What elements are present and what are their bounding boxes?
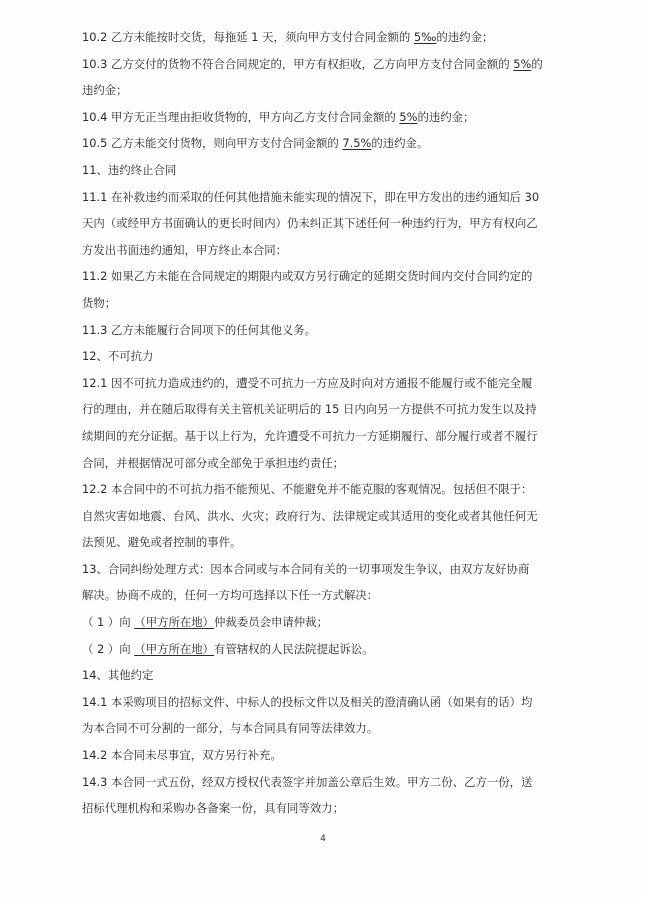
underlined-value: 5% (399, 109, 418, 124)
line-text: 11.2 如果乙方未能在合同规定的期限内或双方另行确定的延期交货时间内交付合同约定的 (82, 269, 533, 284)
text-line (82, 562, 602, 577)
text-line (82, 668, 602, 683)
text-line (82, 83, 602, 98)
line-text: 法预见、避免或者控制的事件。 (82, 535, 242, 550)
text-line (82, 482, 602, 497)
text-line (82, 136, 602, 151)
line-text: 11.3 乙方未能履行合同项下的任何其他义务。 (82, 322, 317, 337)
text-line (82, 30, 602, 45)
line-text: 11.1 在补救违约而采取的任何其他措施未能实现的情况下，即在甲方发出的违约通知后 30 (82, 189, 540, 204)
underlined-value: （甲方所在地） (134, 641, 215, 656)
text-line (82, 456, 602, 471)
text-line (82, 57, 602, 72)
text-line (82, 190, 602, 205)
line-text: 14.2 本合同未尽事宜，双方另行补充。 (82, 748, 282, 763)
text-line (82, 588, 602, 603)
line-text-tail: 的违约金； (436, 30, 494, 44)
text-line (82, 721, 602, 736)
text-line (82, 349, 602, 364)
text-line (82, 110, 602, 125)
line-text: 14.1 本采购项目的招标文件、中标人的投标文件以及相关的澄清确认函（如果有的话）均 (82, 694, 533, 709)
page-number: 4 (320, 834, 326, 844)
line-text: 招标代理机构和采购办各备案一份，具有同等效力； (82, 801, 344, 816)
line-text: 违约金； (82, 83, 128, 98)
text-line (82, 243, 602, 258)
line-text: 天内（或经甲方书面确认的更长时间内）仍未纠正其下述任何一种违约行为，甲方有权向乙 (82, 216, 538, 231)
text-line (82, 376, 602, 391)
line-text: 14、其他约定 (82, 668, 154, 683)
line-text: 行的理由，并在随后取得有关主管机关证明后的 15 日内向另一方提供不可抗力发生以及持 (82, 402, 537, 417)
line-text: 解决。协商不成的，任何一方均可选择以下任一方式解决： (82, 588, 379, 603)
underlined-value: 5‰ (413, 30, 437, 44)
line-text: 11、违约终止合同 (82, 162, 177, 177)
line-text: 10.4 甲方无正当理由拒收货物的，甲方向乙方支付合同金额的 (82, 109, 400, 124)
text-line (82, 775, 602, 790)
underlined-value: （甲方所在地） (134, 615, 215, 630)
line-text: 10.5 乙方未能交付货物，则向甲方支付合同金额的 (82, 136, 343, 151)
line-text-tail: 的违约金； (417, 109, 475, 124)
text-line (82, 695, 602, 710)
line-text: 14.3 本合同一式五份，经双方授权代表签字并加盖公章后生效。甲方二份、乙方一份，送 (82, 774, 533, 789)
underlined-value: 7.5% (342, 136, 372, 151)
text-line (82, 615, 602, 630)
line-text-tail: 的 (531, 56, 543, 71)
text-line (82, 535, 602, 550)
line-text-tail: 仲裁委员会申请仲裁； (214, 615, 328, 630)
line-text: （ 2 ）向 (82, 641, 135, 656)
line-text: 方发出书面违约通知，甲方终止本合同： (82, 242, 288, 257)
text-line (82, 216, 602, 231)
text-line (82, 296, 602, 311)
line-text: 合同，并根据情况可部分或全部免于承担违约责任； (82, 455, 344, 470)
line-text: 12.1 因不可抗力造成违约的，遭受不可抗力一方应及时向对方通报不能履行或不能完全履 (82, 375, 533, 390)
line-text: 货物； (82, 295, 117, 310)
line-text: 12、不可抗力 (82, 349, 154, 364)
line-text: 自然灾害如地震、台风、洪水、火灾；政府行为、法律规定或其适用的变化或者其他任何无 (82, 508, 538, 523)
line-text: 10.3 乙方交付的货物不符合合同规定的，甲方有权拒收，乙方向甲方支付合同金额的 (82, 56, 514, 71)
text-line (82, 323, 602, 338)
text-line (82, 748, 602, 763)
line-text: 续期间的充分证据。基于以上行为，允许遭受不可抗力一方延期履行、部分履行或者不履行 (82, 428, 538, 443)
line-text-tail: 有管辖权的人民法院提起诉讼。 (214, 641, 374, 656)
line-text: 12.2 本合同中的不可抗力指不能预见、不能避免并不能克服的客观情况。包括但不限于： (82, 482, 533, 497)
line-text: （ 1 ）向 (82, 615, 135, 630)
line-text: 为本合同不可分割的一部分，与本合同具有同等法律效力。 (82, 721, 379, 736)
text-line (82, 163, 602, 178)
text-line (82, 801, 602, 816)
line-text-tail: 的违约金。 (371, 136, 429, 151)
text-line (82, 429, 602, 444)
text-line (82, 269, 602, 284)
text-line (82, 402, 602, 417)
text-line (82, 642, 602, 657)
line-text: 13、合同纠纷处理方式：因本合同或与本合同有关的一切事项发生争议，由双方友好协商 (82, 561, 530, 576)
text-line (82, 509, 602, 524)
contract-body (82, 30, 602, 828)
line-text: 10.2 乙方未能按时交货，每拖延 1 天，须向甲方支付合同金额的 (82, 30, 414, 44)
underlined-value: 5% (513, 56, 532, 71)
